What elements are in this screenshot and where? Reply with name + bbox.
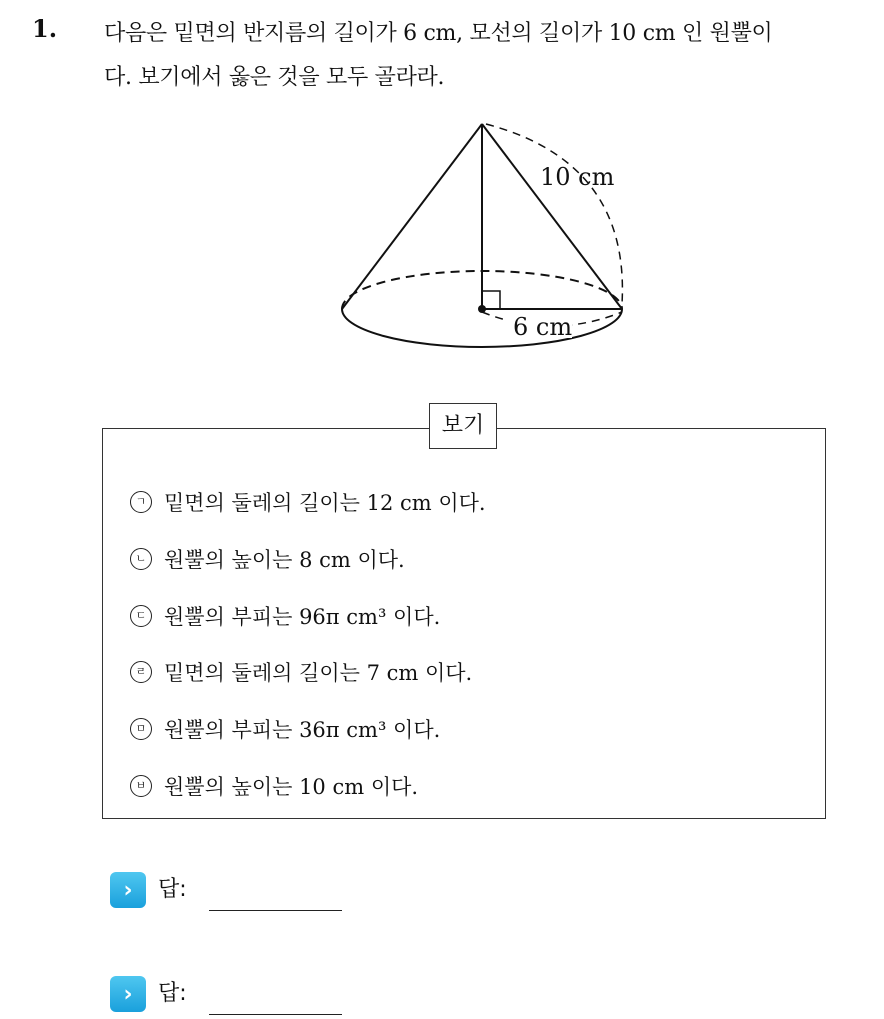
- choice-marker: ㄹ: [130, 661, 152, 683]
- choice-marker: ㄴ: [130, 548, 152, 570]
- choice-item: [130, 757, 486, 814]
- example-box-title: 보기: [429, 403, 497, 449]
- radius-label: 6 cm: [513, 313, 573, 341]
- choice-item: [130, 531, 486, 588]
- question-number: 1.: [32, 14, 58, 43]
- choice-text: 밑면의 둘레의 길이는 12 cm 이다.: [164, 491, 486, 516]
- choice-text: 밑면의 둘레의 길이는 7 cm 이다.: [164, 661, 473, 686]
- question-text-line-2: 다. 보기에서 옳은 것을 모두 골라라.: [104, 65, 445, 90]
- answer-label: 답:: [158, 877, 187, 902]
- answer-row: [110, 976, 342, 1015]
- choice-marker: ㅂ: [130, 775, 152, 797]
- choice-item: [130, 587, 486, 644]
- choice-marker: ㄱ: [130, 491, 152, 513]
- chevron-right-icon: ›: [110, 872, 146, 908]
- cone-left-side: [342, 124, 482, 309]
- answer-blank[interactable]: [209, 1014, 342, 1015]
- answer-label: 답:: [158, 981, 187, 1006]
- cone-figure: [330, 112, 640, 362]
- choice-text: 원뿔의 높이는 10 cm 이다.: [164, 774, 419, 799]
- choice-marker: ㅁ: [130, 718, 152, 740]
- cone-base-front: [342, 309, 622, 347]
- question-text-line-1: 다음은 밑면의 반지름의 길이가 6 cm, 모선의 길이가 10 cm 인 원뿔이: [104, 21, 773, 46]
- chevron-right-icon: ›: [110, 976, 146, 1012]
- choice-text: 원뿔의 부피는 96π cm³ 이다.: [164, 604, 441, 629]
- slant-arc: [486, 124, 622, 304]
- base-center-point: [478, 305, 486, 313]
- answer-row: [110, 872, 342, 911]
- choice-text: 원뿔의 부피는 36π cm³ 이다.: [164, 718, 441, 743]
- slant-label: 10 cm: [540, 163, 615, 191]
- choice-item: [130, 644, 486, 701]
- choice-item: [130, 474, 486, 531]
- choice-list: [130, 474, 486, 814]
- choice-item: [130, 701, 486, 758]
- answer-blank[interactable]: [209, 910, 342, 911]
- question-text: [104, 12, 874, 100]
- choice-text: 원뿔의 높이는 8 cm 이다.: [164, 548, 405, 573]
- choice-marker: ㄷ: [130, 605, 152, 627]
